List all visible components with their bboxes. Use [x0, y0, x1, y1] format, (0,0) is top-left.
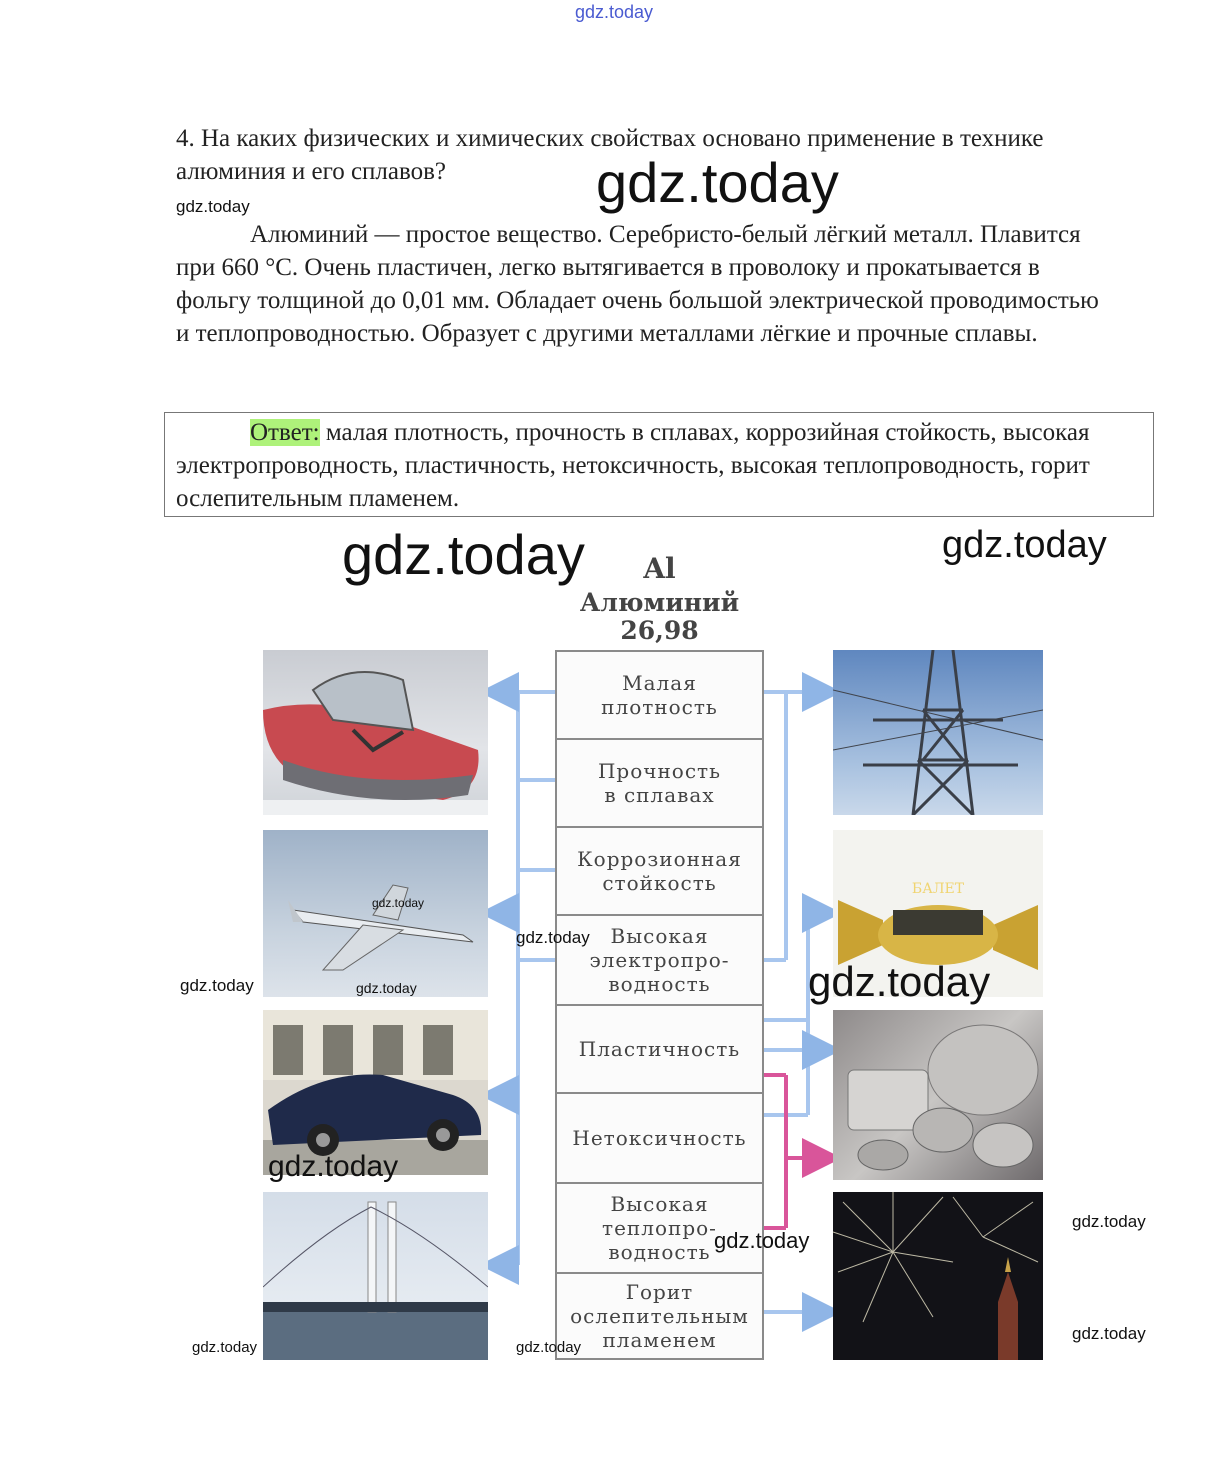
watermark: gdz.today [1072, 1324, 1146, 1343]
cell-line: стойкость [602, 871, 717, 895]
watermark: gdz.today [342, 523, 585, 586]
watermark: gdz.today [268, 1150, 399, 1183]
answer-label: Ответ: [250, 419, 320, 446]
property-cell-plasticity [555, 1004, 764, 1094]
cell-line: электропро- [589, 948, 730, 972]
watermark: gdz.today [516, 928, 590, 947]
watermark: gdz.today [176, 197, 250, 216]
watermark: gdz.today [808, 958, 991, 1005]
watermark: gdz.today [192, 1339, 258, 1356]
element-symbol: Al [643, 552, 676, 585]
body-paragraph: Алюминий — простое вещество. Серебристо-белый лёгкий металл. Плавится при 660 °С. Очень пластичен, легко вытягивается в проволоку и прокатывается в фольгу толщиной до 0,01 мм. Обладает очень большой электрической проводимостью и теплопроводностью. Образует с другими металлами лёгкие и прочные сплавы. [176, 221, 1099, 347]
property-cell-burns [555, 1272, 764, 1360]
watermark: gdz.today [372, 896, 425, 910]
cell-line: в сплавах [604, 783, 715, 807]
cell-line: Коррозионная [577, 847, 742, 871]
answer-content: малая плотность, прочность в сплавах, коррозийная стойкость, высокая электропроводность, пластичность, нетоксичность, высокая теплопроводность, горит ослепительным пламенем. [176, 419, 1090, 512]
cell-line: теплопро- [602, 1216, 717, 1240]
cell-line: Пластичность [578, 1037, 741, 1061]
watermark: gdz.today [356, 980, 417, 996]
watermark: gdz.today [180, 976, 254, 995]
property-cell-corrosion [555, 826, 764, 916]
cell-line: Высокая [610, 924, 709, 948]
fireworks-image [833, 1192, 1043, 1360]
cell-line: Малая [622, 671, 697, 695]
property-cell-low-density [555, 650, 764, 740]
cell-line: Прочность [597, 759, 722, 783]
cell-line: Нетоксичность [572, 1126, 747, 1150]
hovercraft-image [263, 650, 488, 815]
cell-line: водность [608, 1240, 711, 1264]
watermark: gdz.today [714, 1228, 810, 1253]
cell-line: пламенем [602, 1328, 717, 1352]
bridge-image [263, 1192, 488, 1360]
element-name: Алюминий [579, 588, 740, 617]
cell-line: Высокая [610, 1192, 709, 1216]
cell-line: водность [608, 972, 711, 996]
watermark: gdz.today [596, 151, 839, 214]
watermark: gdz.today [942, 524, 1107, 566]
cell-line: ослепительным [570, 1304, 749, 1328]
cell-line: плотность [601, 695, 718, 719]
element-mass: 26,98 [620, 616, 699, 645]
watermark: gdz.today [516, 1339, 582, 1356]
cookware-image [833, 1010, 1043, 1180]
property-cell-alloy-strength [555, 738, 764, 828]
watermark: gdz.today [1072, 1212, 1146, 1231]
watermark: gdz.today [575, 2, 654, 22]
question-text: 4. На каких физических и химических свойствах основано применение в технике алюминия и его сплавов? [176, 125, 1044, 185]
cell-line: Горит [625, 1280, 694, 1304]
airplane-image [263, 830, 488, 997]
property-cell-nontoxic [555, 1092, 764, 1184]
candy-label: БАЛЕТ [911, 881, 965, 897]
power-tower-image [833, 650, 1043, 815]
